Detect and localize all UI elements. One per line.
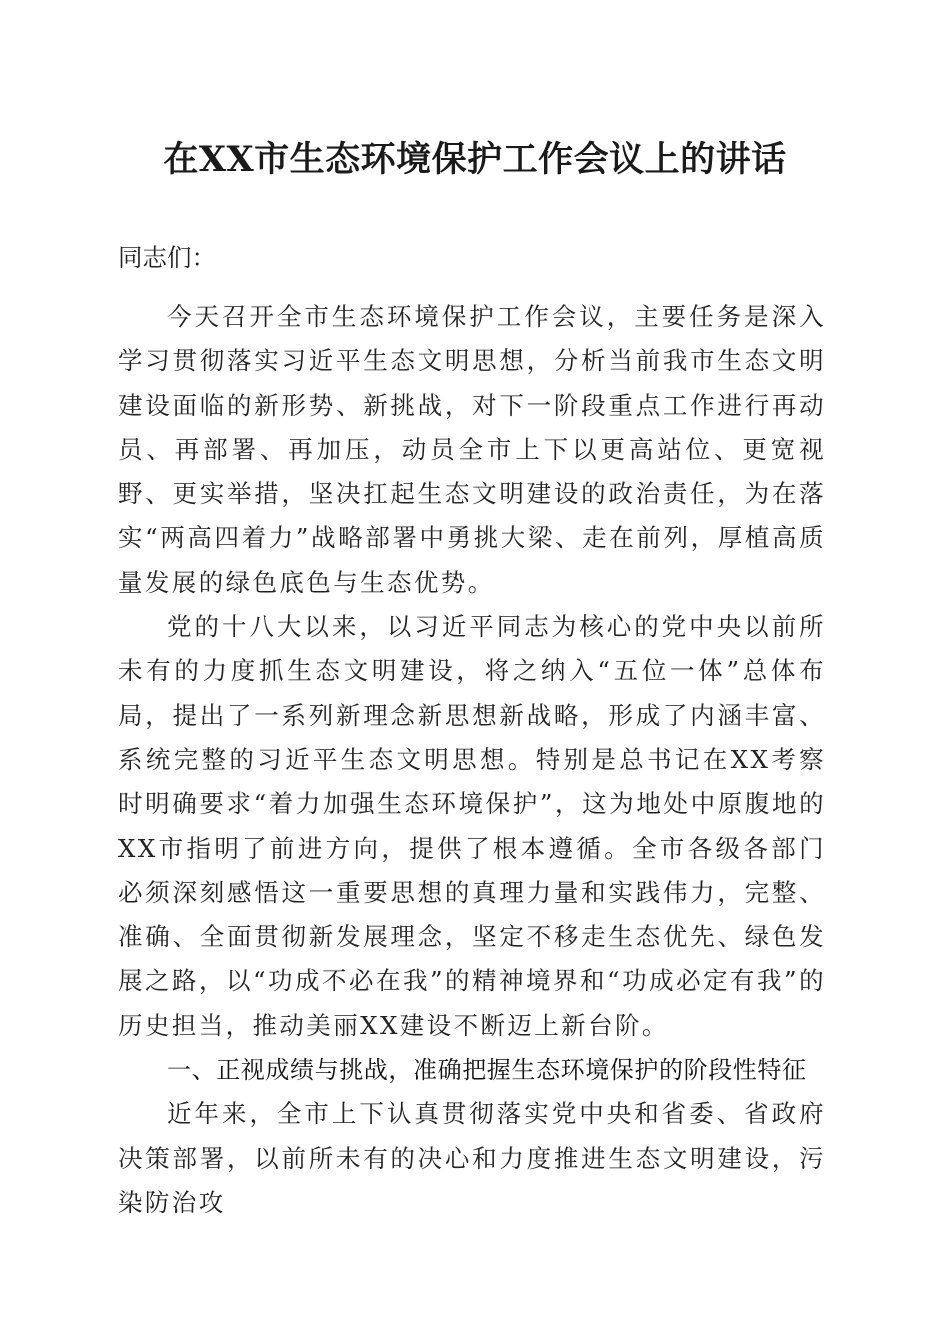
paragraph-opening: 今天召开全市生态环境保护工作会议，主要任务是深入学习贯彻落实习近平生态文明思想，分析当前我市生态文明建设面临的新形势、新挑战，对下一阶段重点工作进行再动员、再部署、再加压，动员全市上下以更高站位、更宽视野、更实举措，坚决扛起生态文明建设的政治责任，为在落实“两高四着力”战略部署中勇挑大梁、走在前列，厚植高质量发展的绿色底色与生态优势。 (118, 302, 826, 597)
paragraph-section-one: 近年来，全市上下认真贯彻落实党中央和省委、省政府决策部署，以前所未有的决心和力度推进生态文明建设，污染防治攻 (118, 1099, 826, 1217)
document-title: 在XX市生态环境保护工作会议上的讲话 (163, 139, 787, 180)
document-body (118, 236, 826, 1225)
paragraph-background: 党的十八大以来，以习近平同志为核心的党中央以前所未有的力度抓生态文明建设，将之纳入“五位一体”总体布局，提出了一系列新理念新思想新战略，形成了内涵丰富、系统完整的习近平生态文明思想。特别是总书记在XX考察时明确要求“着力加强生态环境保护”，这为地处中原腹地的XX市指明了前进方向，提供了根本遵循。全市各级各部门必须深刻感悟这一重要思想的真理力量和实践伟力，完整、准确、全面贯彻新发展理念，坚定不移走生态优先、绿色发展之路，以“功成不必在我”的精神境界和“功成必定有我”的历史担当，推动美丽XX建设不断迈上新台阶。 (118, 612, 826, 1040)
salutation: 同志们： (118, 243, 216, 272)
section-heading: 一、正视成绩与挑战，准确把握生态环境保护的阶段性特征 (167, 1056, 807, 1085)
